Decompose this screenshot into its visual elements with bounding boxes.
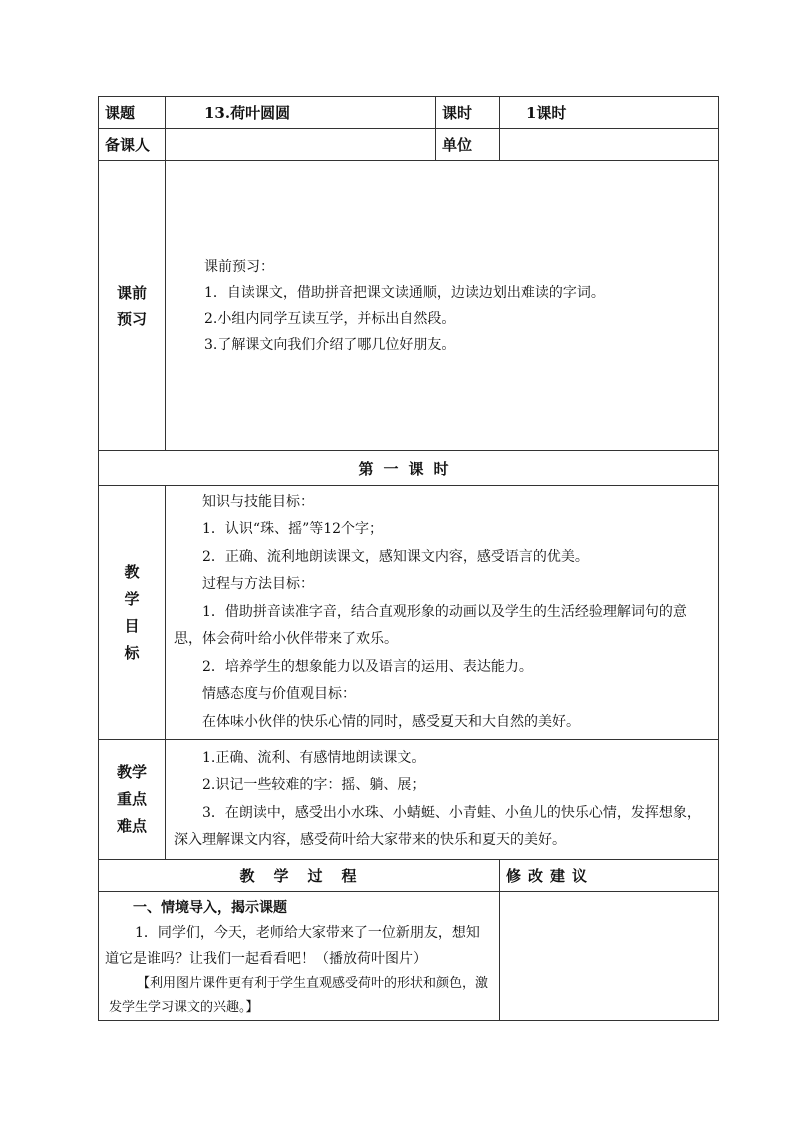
section1-title: 一、情境导入，揭示课题 <box>133 900 287 916</box>
unit-label: 单位 <box>436 129 500 161</box>
keypoints-row <box>99 740 719 860</box>
keypoints-label-line: 难点 <box>116 817 147 835</box>
process-header: 教 学 过 程 <box>99 860 500 892</box>
keypoint-line: 2.识记一些较难的字：摇、躺、展； <box>202 777 426 793</box>
goals-label-char: 教 <box>124 562 140 581</box>
period-label: 课时 <box>436 97 500 129</box>
goal-line: 在体味小伙伴的快乐心情的同时，感受夏天和大自然的美好。 <box>202 713 580 730</box>
first-period-row <box>99 451 719 486</box>
goal-line: 2．正确、流利地朗读课文，感知课文内容，感受语言的优美。 <box>202 548 589 565</box>
preparer-value <box>166 129 436 161</box>
goal-line: 1．认识“珠、摇”等12个字； <box>202 521 384 538</box>
first-period-title: 第一课时 <box>99 451 719 486</box>
topic-label: 课题 <box>99 97 166 129</box>
goal-line: 1．借助拼音读准字音，结合直观形象的动画以及学生的生活经验理解词句的意思，体会荷叶给小伙伴带来了欢乐。 <box>174 603 687 648</box>
goal-line: 情感态度与价值观目标： <box>202 686 356 703</box>
process-row <box>99 892 719 1021</box>
goal-line: 2．培养学生的想象能力以及语言的运用、表达能力。 <box>202 658 533 675</box>
section1-note: 【利用图片课件更有利于学生直观感受荷叶的形状和颜色，激发学生学习课文的兴趣。】 <box>109 976 489 1015</box>
preview-title: 课前预习： <box>204 258 274 275</box>
preview-label-line1: 课前 <box>116 283 147 302</box>
keypoints-label-line: 重点 <box>116 790 147 808</box>
lesson-plan-table <box>98 96 719 1021</box>
preview-row <box>99 161 719 451</box>
preview-item: 1．自读课文，借助拼音把课文读通顺，边读边划出难读的字词。 <box>204 284 605 301</box>
process-header-row <box>99 860 719 892</box>
preview-label <box>99 161 166 451</box>
goals-label-char: 标 <box>124 643 140 662</box>
goals-row <box>99 486 719 740</box>
keypoint-line: 3．在朗读中，感受出小水珠、小蜻蜓、小青蛙、小鱼儿的快乐心情，发挥想象，深入理解课文内容，感受荷叶给大家带来的快乐和夏天的美好。 <box>174 804 701 848</box>
process-content <box>99 892 500 1021</box>
keypoints-content <box>166 740 719 860</box>
unit-value <box>500 129 719 161</box>
goals-content <box>166 486 719 740</box>
keypoints-label <box>99 740 166 860</box>
goals-label-char: 学 <box>124 589 140 608</box>
preparer-label: 备课人 <box>99 129 166 161</box>
goals-label <box>99 486 166 740</box>
preview-label-line2: 预习 <box>116 309 147 328</box>
period-value: 1课时 <box>500 97 719 129</box>
topic-value: 13.荷叶圆圆 <box>166 97 436 129</box>
preparer-row <box>99 129 719 161</box>
section1-text: 1．同学们，今天，老师给大家带来了一位新朋友，想知道它是谁吗？让我们一起看看吧！（播放荷叶图片） <box>105 925 480 967</box>
goal-line: 过程与方法目标： <box>202 576 314 593</box>
goal-line: 知识与技能目标： <box>202 493 314 510</box>
preview-item: 3.了解课文向我们介绍了哪几位好朋友。 <box>204 336 456 353</box>
topic-row <box>99 97 719 129</box>
goals-label-char: 目 <box>124 616 140 635</box>
keypoint-line: 1.正确、流利、有感情地朗读课文。 <box>202 749 426 766</box>
keypoints-label-line: 教学 <box>116 763 147 781</box>
preview-content <box>166 161 719 451</box>
suggestion-cell <box>500 892 719 1021</box>
suggest-header: 修改建议 <box>500 860 719 892</box>
preview-item: 2.小组内同学互读互学，并标出自然段。 <box>204 310 456 327</box>
